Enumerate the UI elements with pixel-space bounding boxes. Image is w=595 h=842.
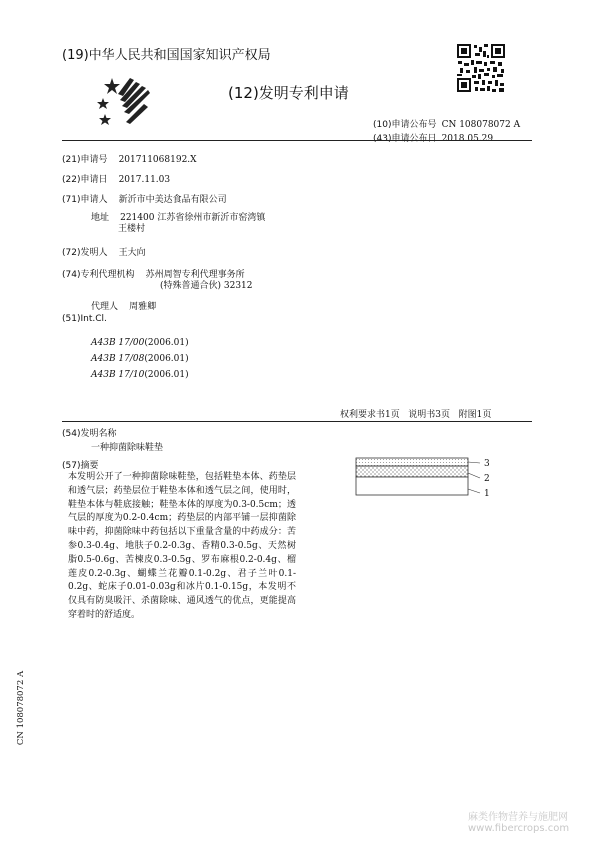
abstract-label: (57)摘要 — [62, 461, 99, 471]
cnipa-logo-icon — [96, 76, 152, 128]
classification-version: (2006.01) — [144, 354, 189, 364]
watermark-text: 麻类作物营养与施肥网 — [468, 812, 568, 823]
application-number-value: 201711068192.X — [118, 155, 197, 165]
agent — [91, 294, 156, 313]
document-type-title: (12)发明专利申请 — [228, 84, 349, 102]
agency-line-1: 苏州周智专利代理事务所 — [145, 270, 245, 280]
classification-code: A43B 17/08 — [91, 354, 145, 364]
breathable-layer — [356, 458, 468, 466]
address-line-1: 221400 江苏省徐州市新沂市窑湾镇 — [120, 213, 266, 223]
inventor-value: 王大向 — [118, 248, 146, 258]
application-number-label: (21)申请号 — [62, 155, 108, 165]
applicant-label: (71)申请人 — [62, 195, 108, 205]
section-divider — [62, 421, 532, 422]
header-divider — [62, 140, 532, 141]
classification-row — [91, 362, 189, 381]
inventor — [62, 240, 146, 259]
figure-label-2: 2 — [484, 474, 490, 484]
office-name: (19)中华人民共和国国家知识产权局 — [62, 48, 271, 63]
publication-date-value: 2018.05.29 — [441, 134, 494, 144]
figure-label-1: 1 — [484, 489, 490, 499]
address-line-2: 王楼村 — [118, 224, 146, 234]
side-publication-number: CN 108078072 A — [16, 670, 27, 746]
agent-label: 代理人 — [91, 302, 119, 312]
insole-layer-diagram — [352, 455, 492, 505]
insole-body-layer — [356, 477, 468, 495]
publication-date-label: (43)申请公布日 — [373, 134, 437, 144]
figure-label-3: 3 — [484, 459, 490, 469]
application-date-value: 2017.11.03 — [118, 175, 171, 185]
watermark-url: www.fibercrops.com — [468, 823, 570, 834]
classification-version: (2006.01) — [144, 338, 189, 348]
publication-number-value: CN 108078072 A — [441, 120, 521, 130]
agency-line-2: (特殊普通合伙) 32312 — [160, 281, 253, 291]
applicant-value: 新沂市中美达食品有限公司 — [118, 195, 227, 205]
application-number — [62, 147, 197, 166]
applicant — [62, 187, 227, 206]
inventor-label: (72)发明人 — [62, 248, 108, 258]
application-date-label: (22)申请日 — [62, 175, 108, 185]
agency-label: (74)专利代理机构 — [62, 270, 135, 280]
pages-info: 权利要求书1页 说明书3页 附图1页 — [340, 410, 492, 420]
publication-date — [373, 126, 493, 145]
intcl-label: (51)Int.Cl. — [62, 314, 107, 324]
classification-code: A43B 17/00 — [91, 338, 145, 348]
invention-title: 一种抑菌除味鞋垫 — [91, 443, 164, 453]
classification-version: (2006.01) — [144, 370, 189, 380]
application-date — [62, 167, 170, 186]
qr-code-icon — [456, 43, 506, 93]
classification-code: A43B 17/10 — [91, 370, 145, 380]
publication-number-label: (10)申请公布号 — [373, 120, 437, 130]
abstract-text: 本发明公开了一种抑菌除味鞋垫，包括鞋垫本体、药垫层和透气层；药垫层位于鞋垫本体和透气层之间，使用时，鞋垫本体与鞋底接触；鞋垫本体的厚度为0.3-0.5cm；透气层的厚度为0.2-0.4cm；药垫层的内部平铺一层抑菌除味中药，抑菌除味中药包括以下重量含量的中药成分：苦参0.3-0.4g、地肤子0.2-0.3g、香精0.3-0.5g、天然树脂0.5-0.6g、苦楝皮0.3-0.5g、罗布麻根0.2-0.4g、榴莲皮0.2-0.3g、蝴蝶兰花瓣0.1-0.2g、君子兰叶0.1-0.2g、蛇床子0.01-0.03g和冰片0.1-0.15g，本发明不仅具有防臭吸汗、杀菌除味、通风透气的优点，更能提高穿着时的舒适度。 — [68, 472, 296, 620]
address-label: 地址 — [91, 213, 110, 223]
medicine-layer — [356, 466, 468, 477]
invention-title-label: (54)发明名称 — [62, 429, 117, 439]
agent-value: 周雅卿 — [129, 302, 157, 312]
